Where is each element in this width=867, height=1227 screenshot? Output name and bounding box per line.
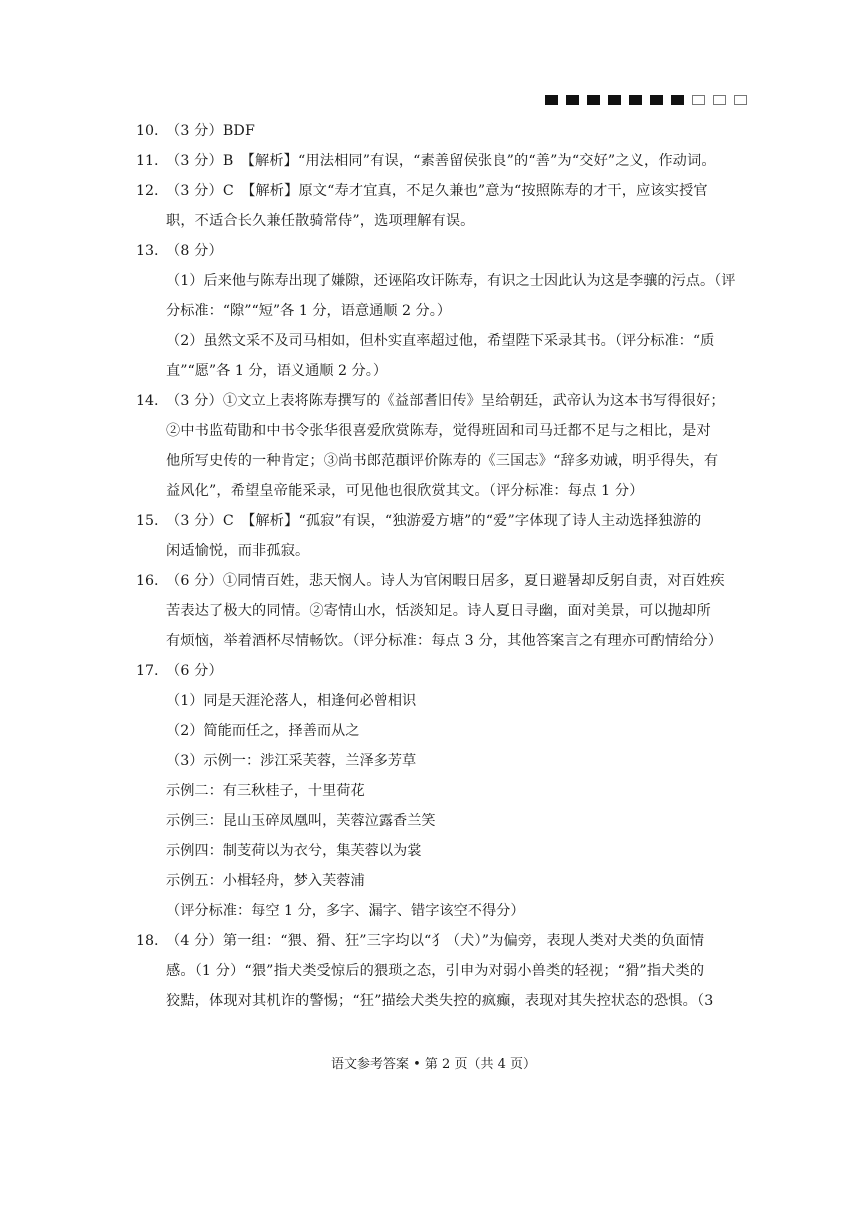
answer-item: [136, 656, 748, 926]
sub-answer-line: 示例四：制芰荷以为衣兮，集芙蓉以为裳: [166, 843, 422, 859]
question-number: 16.: [136, 573, 159, 589]
answer-item: [136, 506, 748, 566]
answer-item: [136, 116, 748, 146]
sub-answer-line: （1）同是天涯沦落人，相逢何必曾相识: [166, 693, 417, 709]
answer-item: [136, 386, 748, 506]
answer-item: [136, 176, 748, 236]
progress-square-filled: [545, 95, 558, 105]
progress-square-empty: [734, 95, 747, 105]
answer-text-line: （6 分）①同情百姓，悲天悯人。诗人为官闲暇日居多，夏日避暑却反躬自责，对百姓疾: [166, 573, 725, 589]
answer-text-line: 益风化”，希望皇帝能采录，可见他也很欣赏其文。（评分标准：每点 1 分）: [166, 483, 644, 499]
question-number: 17.: [136, 663, 159, 679]
progress-square-empty: [713, 95, 726, 105]
sub-answer-line: （2）虽然文采不及司马相如，但朴实直率超过他，希望陛下采录其书。（评分标准：“质: [166, 333, 715, 349]
answer-text-line: （6 分）: [166, 663, 223, 679]
sub-answer-line: （2）简能而任之，择善而从之: [166, 723, 360, 739]
answer-item: [136, 236, 748, 386]
sub-answer-line: 直”“愿”各 1 分，语义通顺 2 分。）: [166, 363, 388, 379]
question-number: 13.: [136, 243, 159, 259]
answer-item: [136, 926, 748, 1016]
sub-answer-line: （1）后来他与陈寿出现了嫌隙，还诬陷攻讦陈寿，有识之士因此认为这是李骧的污点。（评: [166, 273, 736, 289]
progress-square-filled: [566, 95, 579, 105]
answer-text-line: （8 分）: [166, 243, 223, 259]
progress-square-empty: [692, 95, 705, 105]
progress-square-filled: [650, 95, 663, 105]
answer-text-line: 狡黠，体现对其机诈的警惕；“狂”描绘犬类失控的疯癫，表现对其失控状态的恐惧。（3: [166, 993, 714, 1009]
answer-text-line: （3 分）C 【解析】原文“寿才宜真，不足久兼也”意为“按照陈寿的才干，应该实授官: [166, 183, 708, 199]
answer-text-line: 闲适愉悦，而非孤寂。: [166, 543, 310, 559]
answer-item: [136, 146, 748, 176]
page-footer: 语文参考答案 • 第 2 页（共 4 页）: [330, 1057, 536, 1072]
sub-answer-line: 分标准：“隙”“短”各 1 分，语意通顺 2 分。）: [166, 303, 452, 319]
question-number: 15.: [136, 513, 159, 529]
question-number: 12.: [136, 183, 159, 199]
question-number: 10.: [136, 123, 159, 139]
answer-text-line: 有烦恼，举着酒杯尽情畅饮。（评分标准：每点 3 分，其他答案言之有理亦可酌情给分）: [166, 633, 723, 649]
sub-answer-line: 示例二：有三秋桂子，十里荷花: [166, 783, 365, 799]
progress-square-filled: [587, 95, 600, 105]
question-number: 18.: [136, 933, 159, 949]
progress-square-filled: [608, 95, 621, 105]
answer-item: [136, 566, 748, 656]
sub-answer-line: 示例五：小楫轻舟，梦入芙蓉浦: [166, 873, 365, 889]
answer-text-line: （4 分）第一组：“猥、猾、狂”三字均以“犭（犬）”为偏旁，表现人类对犬类的负面情: [166, 933, 705, 949]
answer-text-line: 感。（1 分）“猥”指犬类受惊后的猥琐之态，引申为对弱小兽类的轻视；“猾”指犬类的: [166, 963, 705, 979]
answer-text-line: 苦表达了极大的同情。②寄情山水，恬淡知足。诗人夏日寻幽，面对美景，可以抛却所: [166, 603, 711, 619]
answer-list: [136, 116, 748, 1016]
sub-answer-line: 示例三：昆山玉碎凤凰叫，芙蓉泣露香兰笑: [166, 813, 436, 829]
progress-square-filled: [671, 95, 684, 105]
sub-answer-line: （评分标准：每空 1 分，多字、漏字、错字该空不得分）: [166, 903, 525, 919]
answer-text-line: 职，不适合长久兼任散骑常侍”，选项理解有误。: [166, 213, 475, 229]
answer-text-line: （3 分）BDF: [166, 123, 255, 139]
progress-square-filled: [629, 95, 642, 105]
answer-text-line: 他所写史传的一种肯定；③尚书郎范頵评价陈寿的《三国志》“辞多劝诫，明乎得失，有: [166, 453, 719, 469]
answer-text-line: （3 分）C 【解析】“孤寂”有误，“独游爱方塘”的“爱”字体现了诗人主动选择独游的: [166, 513, 702, 529]
question-number: 11.: [136, 153, 159, 169]
page-progress-indicator: [545, 95, 747, 105]
question-number: 14.: [136, 393, 159, 409]
answer-text-line: （3 分）B 【解析】“用法相同”有误，“素善留侯张良”的“善”为“交好”之义，作动词。: [166, 153, 716, 169]
sub-answer-line: （3）示例一：涉江采芙蓉，兰泽多芳草: [166, 753, 417, 769]
answer-text-line: （3 分）①文立上表将陈寿撰写的《益部耆旧传》呈给朝廷，武帝认为这本书写得很好；: [166, 393, 725, 409]
answer-text-line: ②中书监荀勖和中书令张华很喜爱欣赏陈寿，觉得班固和司马迁都不足与之相比，是对: [166, 423, 711, 439]
